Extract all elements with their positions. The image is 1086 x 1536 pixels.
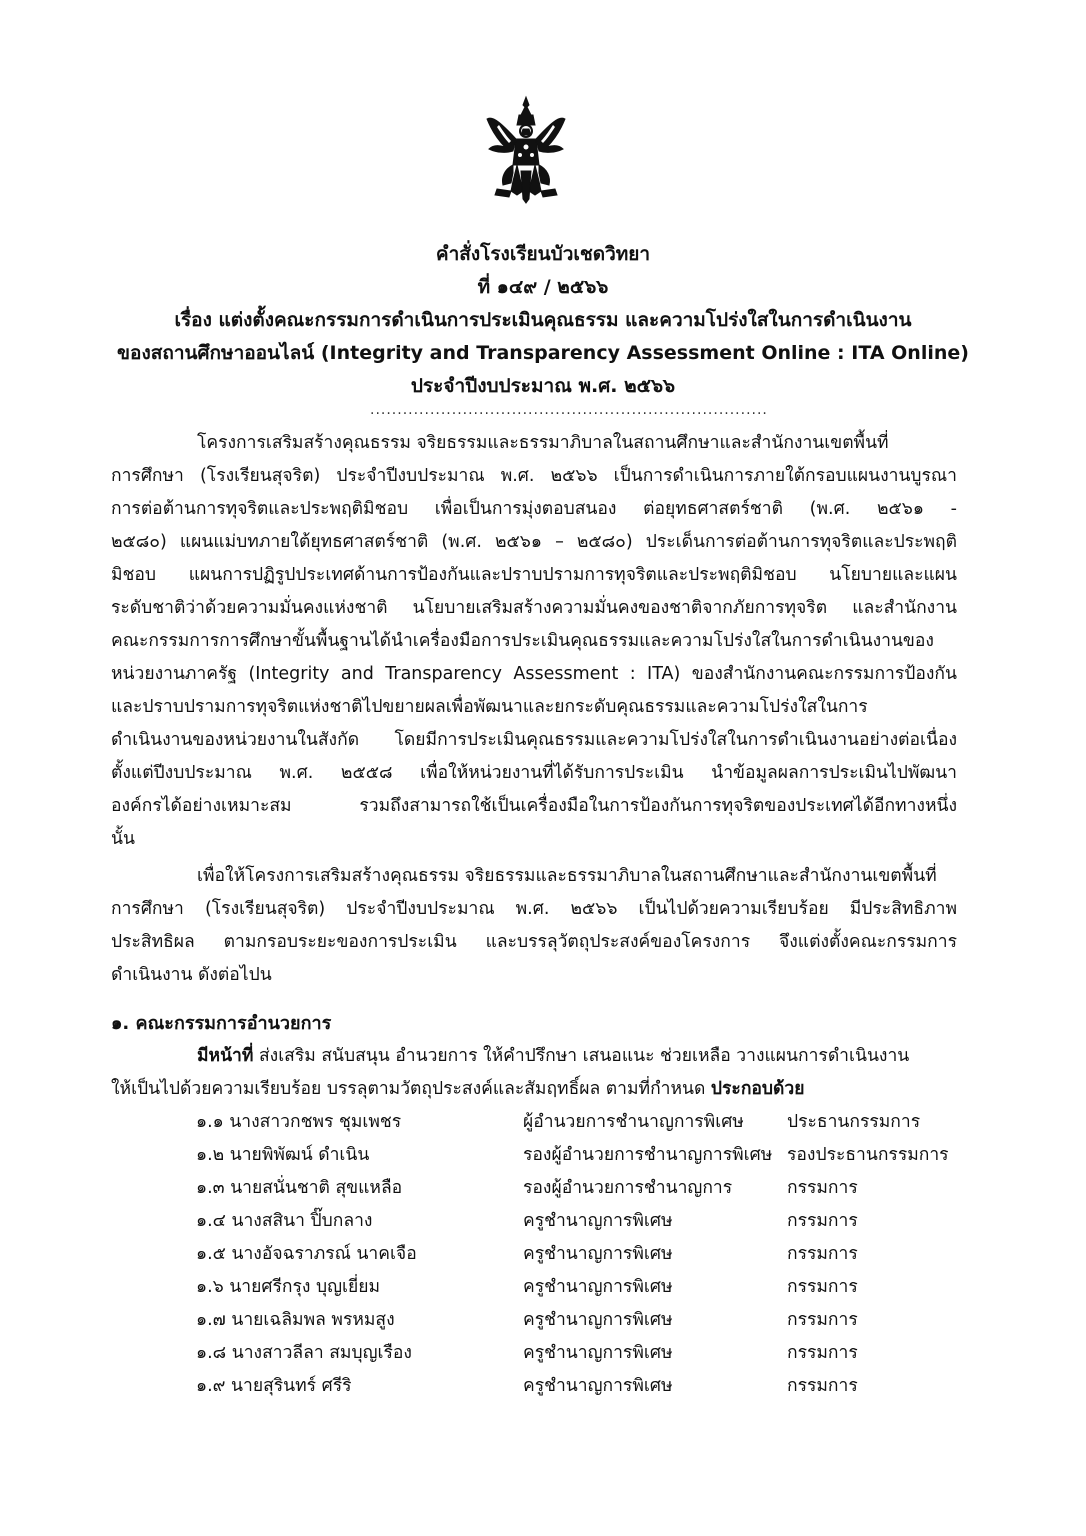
member-name: ๑.๑ นางสาวกชพร ชุมเพชร <box>196 1112 402 1132</box>
paragraph-line: เพื่อให้โครงการเสริมสร้างคุณธรรม จริยธรรมและธรรมาภิบาลในสถานศึกษาและสำนักงานเขตพื้นที่ <box>197 866 937 886</box>
paragraph-line: คณะกรรมการการศึกษาขั้นพื้นฐานได้นำเครื่องมือการประเมินคุณธรรมและความโปร่งใสในการดำเนินงานของ <box>111 631 934 651</box>
member-role: กรรมการ <box>787 1244 858 1264</box>
fiscal-year: ประจำปีงบประมาณ พ.ศ. ๒๕๖๖ <box>410 375 676 397</box>
member-role: กรรมการ <box>787 1211 858 1231</box>
member-role: ประธานกรรมการ <box>787 1112 921 1132</box>
member-role: กรรมการ <box>787 1310 858 1330</box>
member-row <box>0 1304 1086 1337</box>
paragraph-line: ประสิทธิผล ตามกรอบระยะของการประเมิน และบรรลุวัตถุประสงค์ของโครงการ จึงแต่งตั้งคณะกรรมการ <box>111 932 957 952</box>
duty-text: ส่งเสริม สนับสนุน อำนวยการ ให้คำปรึกษา เสนอแนะ ช่วยเหลือ วางแผนการดำเนินงาน <box>253 1046 910 1066</box>
order-subject-line2: ของสถานศึกษาออนไลน์ (Integrity and Transparency Assessment Online : ITA Online) <box>117 342 969 364</box>
paragraph-line: และปราบปรามการทุจริตแห่งชาติไปขยายผลเพื่อพัฒนาและยกระดับคุณธรรมและความโปร่งใสในการ <box>111 697 868 717</box>
garuda-emblem-icon <box>483 95 569 205</box>
member-name: ๑.๕ นางอัจฉราภรณ์ นาคเจือ <box>196 1244 417 1264</box>
member-position: ครูชำนาญการพิเศษ <box>523 1277 673 1297</box>
duty-label: มีหน้าที่ <box>197 1046 254 1066</box>
member-position: ครูชำนาญการพิเศษ <box>523 1343 673 1363</box>
duty-line <box>197 1040 909 1073</box>
member-name: ๑.๗ นายเฉลิมพล พรหมสูง <box>196 1310 395 1330</box>
separator-dots: ......................................................................... <box>370 402 768 418</box>
member-role: กรรมการ <box>787 1376 858 1396</box>
paragraph-line: การต่อต้านการทุจริตและประพฤติมิชอบ เพื่อเป็นการมุ่งตอบสนอง ต่อยุทธศาสตร์ชาติ (พ.ศ. ๒๕๖๑ - <box>111 499 957 519</box>
paragraph-line: โครงการเสริมสร้างคุณธรรม จริยธรรมและธรรมาภิบาลในสถานศึกษาและสำนักงานเขตพื้นที่ <box>197 433 889 453</box>
member-name: ๑.๓ นายสนั่นชาติ สุขแหลือ <box>196 1178 403 1198</box>
member-position: รองผู้อำนวยการชำนาญการพิเศษ <box>523 1145 773 1165</box>
member-name: ๑.๘ นางสาวลีลา สมบุญเรือง <box>196 1343 412 1363</box>
paragraph-line: นั้น <box>111 829 135 849</box>
member-row <box>0 1172 1086 1205</box>
duty-line <box>111 1073 805 1106</box>
paragraph-line: ตั้งแต่ปีงบประมาณ พ.ศ. ๒๕๕๘ เพื่อให้หน่วยงานที่ได้รับการประเมิน นำข้อมูลผลการประเมินไปพัฒนา <box>111 763 957 783</box>
paragraph-line: การศึกษา (โรงเรียนสุจริต) ประจำปีงบประมาณ พ.ศ. ๒๕๖๖ เป็นการดำเนินการภายใต้กรอบแผนงานบูรณา <box>111 466 957 486</box>
member-row <box>0 1106 1086 1139</box>
order-subject-line1: เรื่อง แต่งตั้งคณะกรรมการดำเนินการประเมินคุณธรรม และความโปร่งใสในการดำเนินงาน <box>174 309 912 331</box>
member-name: ๑.๙ นายสุรินทร์ ศรีริ <box>196 1376 352 1396</box>
composed-of-label: ประกอบด้วย <box>710 1079 805 1099</box>
member-name: ๑.๖ นายศรีกรุง บุญเยี่ยม <box>196 1277 381 1297</box>
paragraph-line: หน่วยงานภาครัฐ (Integrity and Transparency Assessment : ITA) ของสำนักงานคณะกรรมการป้องกัน <box>111 664 957 684</box>
paragraph-line: ดำเนินงาน ดังต่อไปน <box>111 965 272 985</box>
member-row <box>0 1139 1086 1172</box>
paragraph-line: ๒๕๘๐) แผนแม่บทภายใต้ยุทธศาสตร์ชาติ (พ.ศ. ๒๕๖๑ – ๒๕๘๐) ประเด็นการต่อต้านการทุจริตและประพฤติ <box>111 532 957 552</box>
member-position: ครูชำนาญการพิเศษ <box>523 1211 673 1231</box>
member-position: ผู้อำนวยการชำนาญการพิเศษ <box>523 1112 744 1132</box>
order-number: ที่ ๑๔๙ / ๒๕๖๖ <box>477 276 609 298</box>
member-row <box>0 1238 1086 1271</box>
member-row <box>0 1205 1086 1238</box>
member-name: ๑.๔ นางสสินา ปิ๊บกลาง <box>196 1211 373 1231</box>
member-name: ๑.๒ นายพิพัฒน์ ดำเนิน <box>196 1145 370 1165</box>
duty-text: ให้เป็นไปด้วยความเรียบร้อย บรรลุตามวัตถุประสงค์และสัมฤทธิ์ผล ตามที่กำหนด <box>111 1079 711 1099</box>
member-position: ครูชำนาญการพิเศษ <box>523 1376 673 1396</box>
member-row <box>0 1271 1086 1304</box>
member-role: กรรมการ <box>787 1343 858 1363</box>
paragraph-line: ระดับชาติว่าด้วยความมั่นคงแห่งชาติ นโยบายเสริมสร้างความมั่นคงของชาติจากภัยการทุจริต และสำนักงาน <box>111 598 957 618</box>
member-role: กรรมการ <box>787 1277 858 1297</box>
member-row <box>0 1337 1086 1370</box>
paragraph-line: มิชอบ แผนการปฏิรูปประเทศด้านการป้องกันและปราบปรามการทุจริตและประพฤติมิชอบ นโยบายและแผน <box>111 565 957 585</box>
paragraph-line: การศึกษา (โรงเรียนสุจริต) ประจำปีงบประมาณ พ.ศ. ๒๕๖๖ เป็นไปด้วยความเรียบร้อย มีประสิทธิภาพ <box>111 899 957 919</box>
member-role: กรรมการ <box>787 1178 858 1198</box>
paragraph-line: องค์กรได้อย่างเหมาะสม รวมถึงสามารถใช้เป็นเครื่องมือในการป้องกันการทุจริตของประเทศได้อีกทางหนึ่ง <box>111 796 957 816</box>
order-title: คำสั่งโรงเรียนบัวเชดวิทยา <box>435 243 651 265</box>
section-heading: ๑. คณะกรรมการอำนวยการ <box>111 1013 332 1034</box>
member-position: ครูชำนาญการพิเศษ <box>523 1310 673 1330</box>
member-position: ครูชำนาญการพิเศษ <box>523 1244 673 1264</box>
member-position: รองผู้อำนวยการชำนาญการ <box>523 1178 733 1198</box>
member-row <box>0 1370 1086 1403</box>
paragraph-line: ดำเนินงานของหน่วยงานในสังกัด โดยมีการประเมินคุณธรรมและความโปร่งใสในการดำเนินงานอย่างต่อเนื่อง <box>111 730 957 750</box>
member-role: รองประธานกรรมการ <box>787 1145 949 1165</box>
